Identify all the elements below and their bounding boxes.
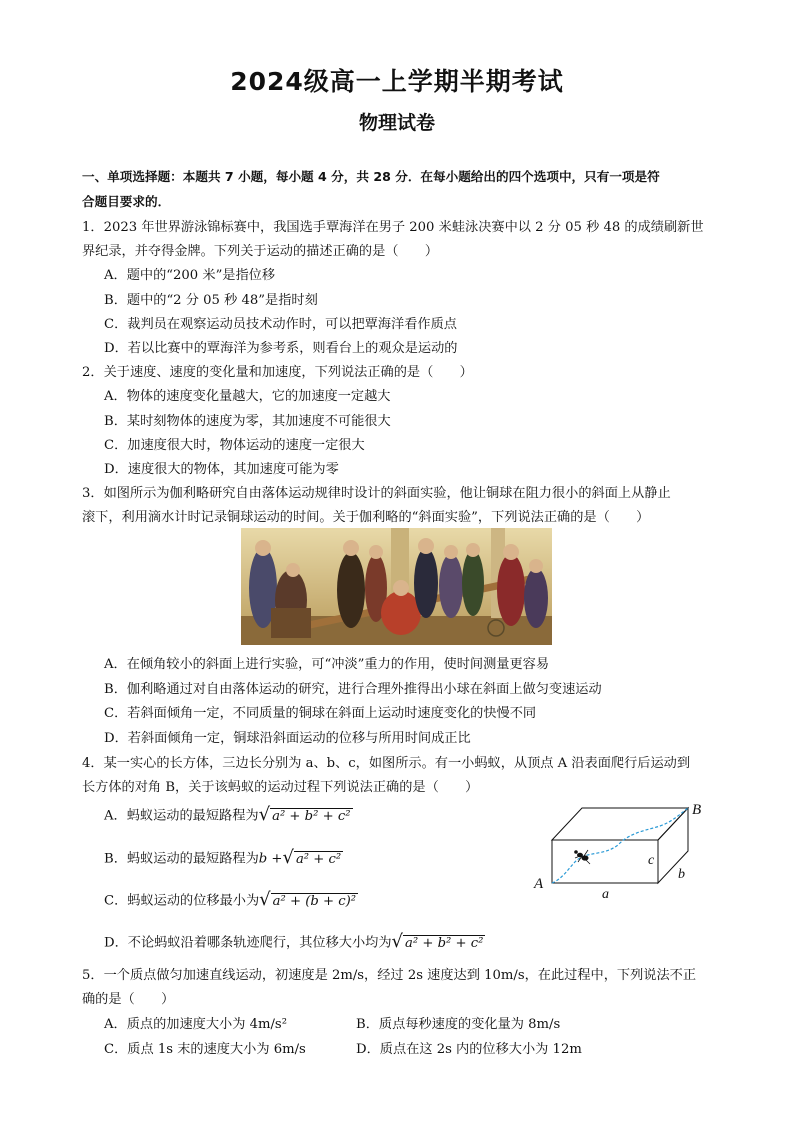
q5-option-b: B．质点每秒速度的变化量为 8m/s xyxy=(356,1017,561,1032)
q4-stem-line2: 长方体的对角 B，关于该蚂蚁的运动过程下列说法正确的是（ ） xyxy=(82,780,479,795)
q4-option-b-expr: a² + c² xyxy=(295,852,342,867)
q1-option-d: D．若以比赛中的覃海洋为参考系，则看台上的观众是运动的 xyxy=(104,341,458,356)
q2-stem-line1: 2．关于速度、速度的变化量和加速度，下列说法正确的是（ ） xyxy=(82,365,473,380)
q3-option-b: B．伽利略通过对自由落体运动的研究，进行合理外推得出小球在斜面上做匀变速运动 xyxy=(104,682,602,697)
q5-stem-line1: 5．一个质点做匀加速直线运动，初速度是 2m/s，经过 2s 速度达到 10m/s，在此过程中，下列说法不正 xyxy=(82,968,697,983)
q4-option-a xyxy=(104,806,353,826)
label-b-vertex: B xyxy=(692,802,702,818)
q1-option-c: C．裁判员在观察运动员技术动作时，可以把覃海洋看作质点 xyxy=(104,317,457,332)
exam-title: 2024级高一上学期半期考试 xyxy=(230,67,564,96)
q5-option-d: D．质点在这 2s 内的位移大小为 12m xyxy=(356,1042,582,1057)
cuboid-diagram xyxy=(530,800,710,900)
q2-option-d: D．速度很大的物体，其加速度可能为零 xyxy=(104,462,339,477)
label-edge-c: c xyxy=(648,853,655,868)
q1-stem-line1: 1．2023 年世界游泳锦标赛中，我国选手覃海洋在男子 200 米蛙泳决赛中以 2 分 05 秒 48 的成绩刷新世 xyxy=(82,220,704,235)
section-heading-line1: 一、单项选择题：本题共 7 小题，每小题 4 分，共 28 分．在每小题给出的四个选项中，只有一项是符 xyxy=(82,169,660,184)
q3-option-c: C．若斜面倾角一定，不同质量的铜球在斜面上运动时速度变化的快慢不同 xyxy=(104,706,537,721)
q3-option-a: A．在倾角较小的斜面上进行实验，可“冲淡”重力的作用，使时间测量更容易 xyxy=(104,657,550,672)
q1-stem-line2: 界纪录，并夺得金牌。下列关于运动的描述正确的是（ ） xyxy=(82,244,439,259)
q4-option-c xyxy=(104,891,358,911)
q2-option-c: C．加速度很大时，物体运动的速度一定很大 xyxy=(104,438,365,453)
sqrt-expression: √ a² + (b + c)² xyxy=(259,889,357,910)
q2-option-b: B．某时刻物体的速度为零，其加速度不可能很大 xyxy=(104,414,391,429)
q5-option-c: C．质点 1s 末的速度大小为 6m/s xyxy=(104,1042,306,1057)
q1-option-a: A．题中的“200 米”是指位移 xyxy=(104,268,276,283)
q4-option-c-text: C．蚂蚁运动的位移最小为 xyxy=(104,893,260,909)
q4-option-a-text: A．蚂蚁运动的最短路程为 xyxy=(104,808,259,824)
q4-option-b xyxy=(104,849,343,869)
q3-stem-line2: 滚下，利用滴水计时记录铜球运动的时间。关于伽利略的“斜面实验”，下列说法正确的是（ ） xyxy=(82,510,650,525)
q1-option-b: B．题中的“2 分 05 秒 48”是指时刻 xyxy=(104,293,318,308)
q4-option-a-expr: a² + b² + c² xyxy=(272,809,351,824)
q4-option-c-expr: a² + (b + c)² xyxy=(272,894,357,909)
sqrt-expression: √ a² + c² xyxy=(282,847,342,868)
label-edge-b: b xyxy=(678,867,685,882)
q4-option-b-plus: b + xyxy=(258,851,283,867)
q5-stem-line2: 确的是（ ） xyxy=(82,992,175,1007)
ant-icon xyxy=(574,850,590,864)
q2-option-a: A．物体的速度变化量越大，它的加速度一定越大 xyxy=(104,389,391,404)
sqrt-expression: √ a² + b² + c² xyxy=(391,931,484,952)
section-heading-line2: 合题目要求的． xyxy=(82,194,171,209)
q4-stem-line1: 4．某一实心的长方体，三边长分别为 a、b、c，如图所示。有一小蚂蚁，从顶点 A 沿表面爬行后运动到 xyxy=(82,756,691,771)
q4-option-d-expr: a² + b² + c² xyxy=(405,936,484,951)
label-edge-a: a xyxy=(602,887,609,900)
q3-stem-line1: 3．如图所示为伽利略研究自由落体运动规律时设计的斜面实验，他让铜球在阻力很小的斜面上从静止 xyxy=(82,486,671,501)
q3-option-d: D．若斜面倾角一定，铜球沿斜面运动的位移与所用时间成正比 xyxy=(104,731,471,746)
q5-option-a: A．质点的加速度大小为 4m/s² xyxy=(104,1017,287,1032)
sqrt-expression: √ a² + b² + c² xyxy=(258,804,351,825)
q4-option-d-text: D．不论蚂蚁沿着哪条轨迹爬行，其位移大小均为 xyxy=(104,935,392,951)
q4-option-b-text: B．蚂蚁运动的最短路程为 xyxy=(104,851,259,867)
q4-option-d xyxy=(104,933,485,953)
galileo-painting-image xyxy=(241,528,552,645)
exam-subtitle: 物理试卷 xyxy=(358,112,435,134)
label-a-vertex: A xyxy=(534,876,544,892)
